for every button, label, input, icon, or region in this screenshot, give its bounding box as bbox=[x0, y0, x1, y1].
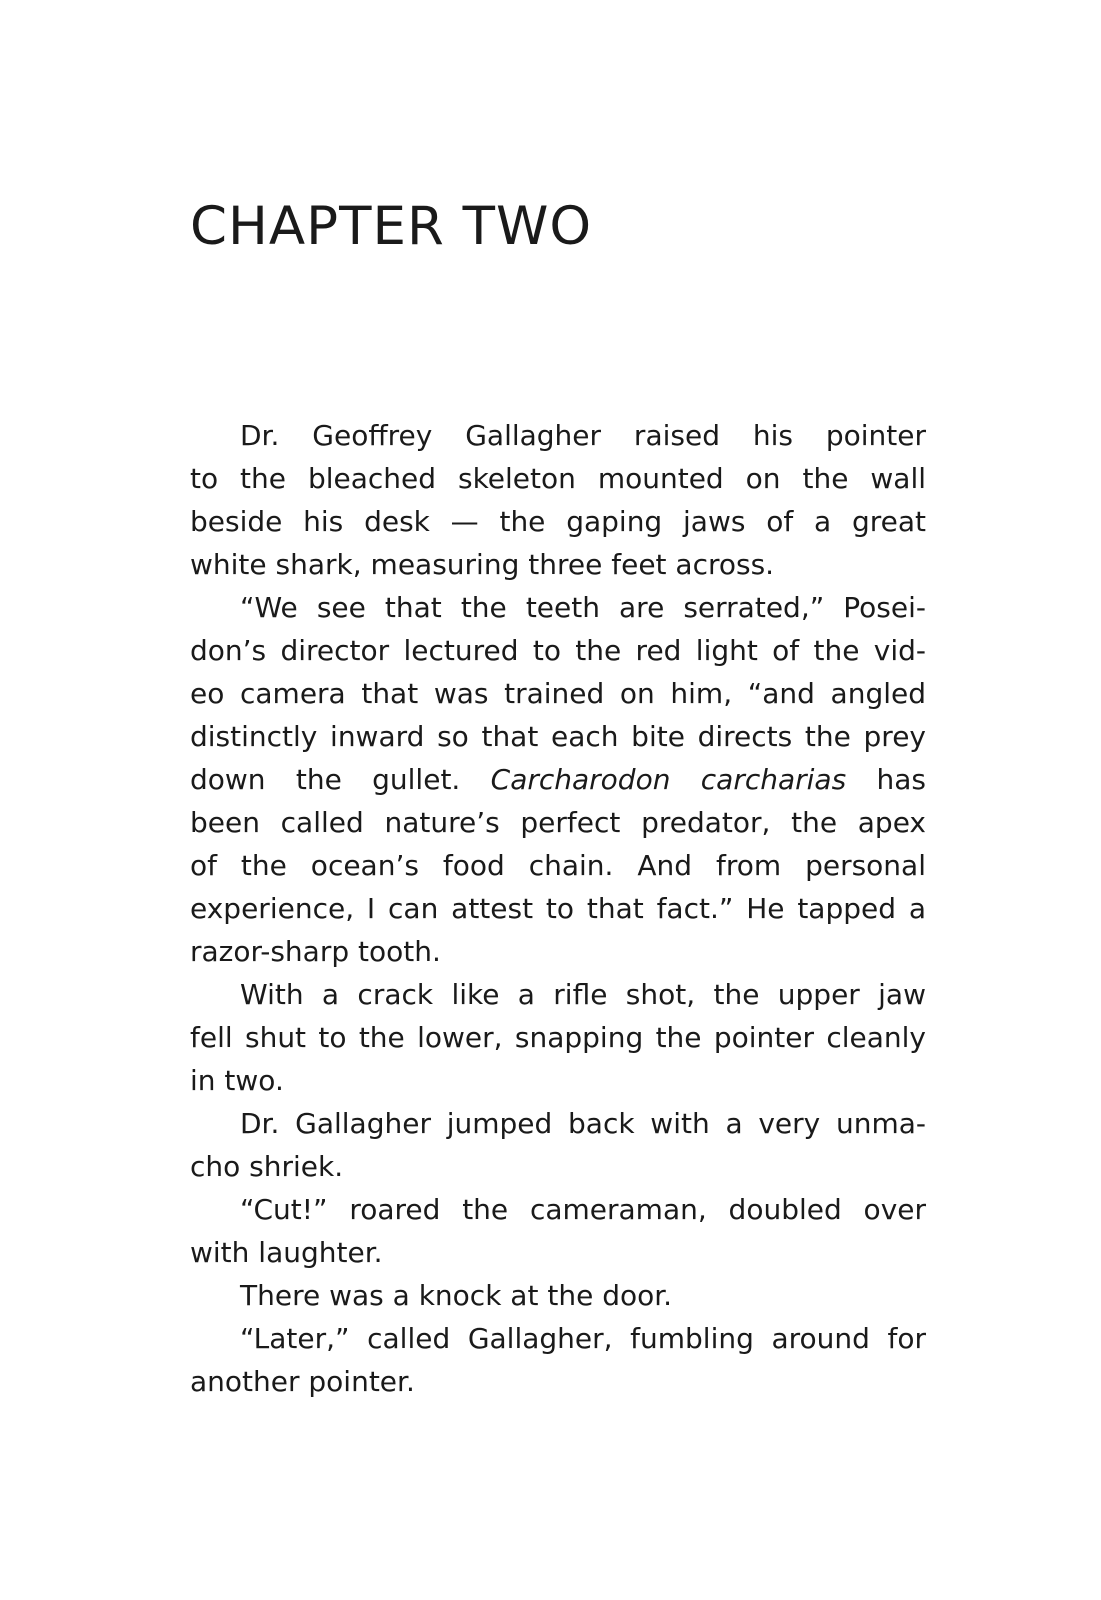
paragraph-1 bbox=[190, 414, 926, 586]
text-line: another pointer. bbox=[190, 1365, 415, 1398]
text-line: white shark, measuring three feet across. bbox=[190, 548, 775, 581]
paragraph-7 bbox=[190, 1317, 926, 1403]
text-line: of the ocean’s food chain. And from personal bbox=[190, 849, 926, 882]
text-line: “Cut!” roared the cameraman, doubled over bbox=[240, 1193, 926, 1226]
text-line: in two. bbox=[190, 1064, 284, 1097]
text-line: Dr. Geoffrey Gallagher raised his pointer bbox=[240, 419, 926, 452]
text-line: fell shut to the lower, snapping the pointer cleanly bbox=[190, 1021, 926, 1054]
text-line: “Later,” called Gallagher, fumbling around for bbox=[240, 1322, 926, 1355]
paragraph-5 bbox=[190, 1188, 926, 1274]
text-line: eo camera that was trained on him, “and angled bbox=[190, 677, 926, 710]
text-line: There was a knock at the door. bbox=[240, 1279, 673, 1312]
species-name: Carcharodon carcharias bbox=[490, 763, 847, 796]
text-line: razor-sharp tooth. bbox=[190, 935, 441, 968]
text-segment: has bbox=[846, 763, 926, 796]
text-line: beside his desk — the gaping jaws of a great bbox=[190, 505, 926, 538]
paragraph-6 bbox=[190, 1274, 926, 1317]
text-line: with laughter. bbox=[190, 1236, 383, 1269]
text-segment: down the gullet. bbox=[190, 763, 491, 796]
text-line-italic bbox=[190, 758, 926, 801]
paragraph-3 bbox=[190, 973, 926, 1102]
text-line: “We see that the teeth are serrated,” Posei- bbox=[240, 591, 926, 624]
text-line: With a crack like a rifle shot, the upper jaw bbox=[240, 978, 926, 1011]
text-line: to the bleached skeleton mounted on the wall bbox=[190, 462, 926, 495]
paragraph-4 bbox=[190, 1102, 926, 1188]
text-line: Dr. Gallagher jumped back with a very unma- bbox=[240, 1107, 926, 1140]
text-line: distinctly inward so that each bite directs the prey bbox=[190, 720, 926, 753]
text-line: been called nature’s perfect predator, the apex bbox=[190, 806, 926, 839]
text-line: cho shriek. bbox=[190, 1150, 344, 1183]
chapter-body bbox=[190, 414, 926, 1403]
text-line: experience, I can attest to that fact.” He tapped a bbox=[190, 892, 926, 925]
text-line: don’s director lectured to the red light of the vid- bbox=[190, 634, 926, 667]
chapter-title: CHAPTER TWO bbox=[190, 196, 593, 257]
paragraph-2 bbox=[190, 586, 926, 973]
